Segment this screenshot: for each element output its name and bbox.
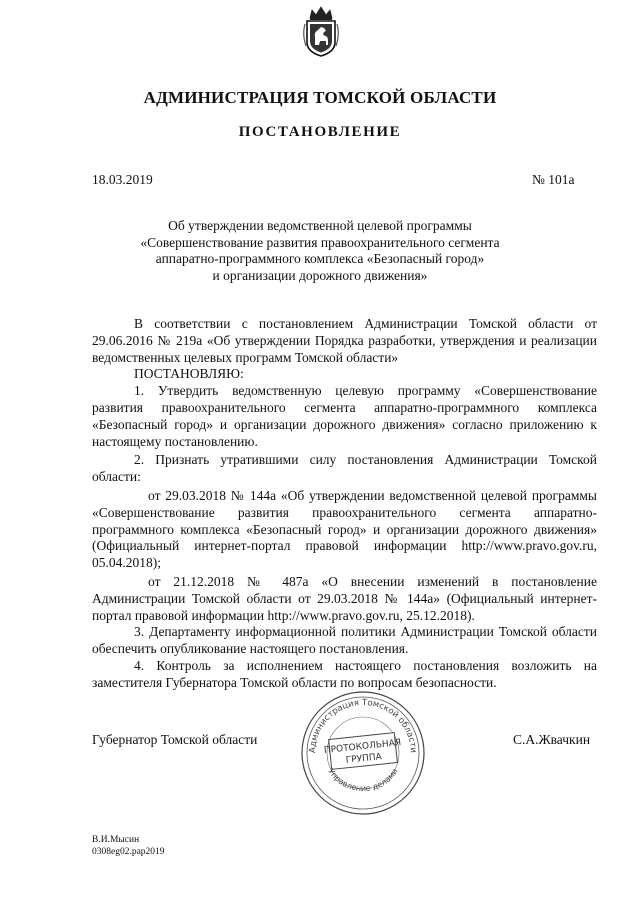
signatory-title: Губернатор Томской области — [92, 732, 258, 747]
coat-of-arms-icon — [302, 4, 340, 58]
item-4: 4. Контроль за исполнением настоящего постановления возложить на заместителя Губернатора Томской области по вопросам безопасности. — [92, 657, 597, 690]
stamp-bottom-text: Управление делами — [326, 766, 400, 794]
document-title — [100, 218, 540, 284]
item-2a: от 29.03.2018 № 144а «Об утверждении ведомственной целевой программы «Совершенствование развития правоохранительного сегмента аппаратно-программного комплекса «Безопасный город» и организации дорожного движения» (Официальный интернет-портал правовой информации http://www.pravo.gov.ru, 05.04.2018); — [92, 487, 597, 571]
item-3: 3. Департаменту информационной политики Администрации Томской области обеспечить опубликование настоящего постановления. — [92, 624, 597, 657]
document-type: ПОСТАНОВЛЕНИЕ — [238, 124, 402, 140]
document-date: 18.03.2019 — [92, 172, 153, 187]
item-1: 1. Утвердить ведомственную целевую программу «Совершенствование развития правоохранительного сегмента аппаратно-программного комплекса «Безопасный город» и организации дорожного движения» согласно приложению к настоящему постановлению. — [92, 383, 597, 449]
organization-name: АДМИНИСТРАЦИЯ ТОМСКОЙ ОБЛАСТИ — [143, 88, 497, 107]
title-line: и организации дорожного движения» — [212, 267, 428, 283]
title-line: Об утверждении ведомственной целевой программы — [168, 218, 472, 233]
stamp-inner-line1: ПРОТОКОЛЬНАЯ — [323, 738, 402, 757]
stamp-inner-line2: ГРУППА — [345, 752, 383, 766]
document-body — [92, 316, 597, 692]
decree-word: ПОСТАНОВЛЯЮ: — [134, 366, 244, 382]
executor-info — [92, 834, 165, 858]
document-number: № 101а — [532, 172, 575, 187]
official-stamp — [300, 690, 426, 816]
signatory-name: С.А.Жвачкин — [513, 732, 591, 747]
intro-paragraph: В соответствии с постановлением Администрации Томской области от 29.06.2016 № 219а «Об утверждении Порядка разработки, утверждения и реализации ведомственных целевых программ Томской области» — [92, 316, 597, 365]
stamp-outer-text: Администрация Томской области — [307, 697, 419, 754]
executor-name: В.И.Мысин — [92, 835, 140, 845]
title-line: «Совершенствование развития правоохранительного сегмента — [140, 234, 500, 250]
item-2: 2. Признать утратившими силу постановления Администрации Томской области: — [92, 452, 597, 485]
file-reference: 0308eg02.pap2019 — [92, 847, 165, 857]
title-line: аппаратно-программного комплекса «Безопасный город» — [155, 251, 485, 266]
item-2b: от 21.12.2018 № 487а «О внесении изменений в постановление Администрации Томской области от 29.03.2018 № 144а» (Официальный интернет-портал правовой информации http://www.pravo.gov.ru, 25.12.2018). — [92, 573, 597, 623]
